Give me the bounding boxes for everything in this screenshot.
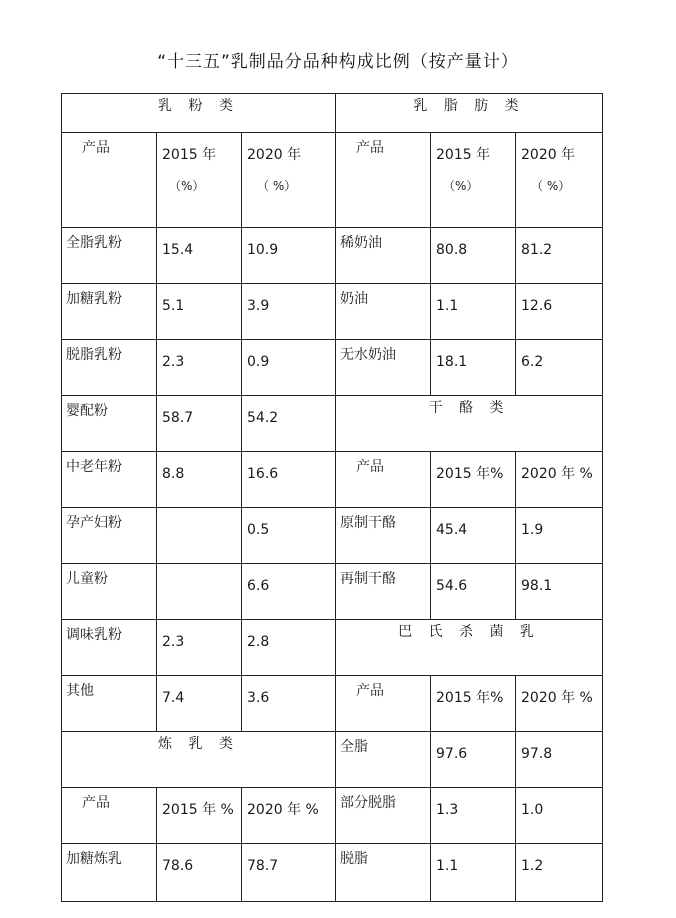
- value-2020: 0.9: [242, 340, 336, 396]
- value-2020: 97.8: [516, 732, 603, 788]
- product-name: 孕产妇粉: [62, 508, 157, 564]
- value-2020: 0.5: [242, 508, 336, 564]
- value-2015: 78.6: [157, 844, 242, 902]
- product-name: 加糖乳粉: [62, 284, 157, 340]
- column-header-2015: 2015 年%: [431, 452, 516, 508]
- value-2015: 1.1: [431, 284, 516, 340]
- value-2020: 6.6: [242, 564, 336, 620]
- value-2015: 18.1: [431, 340, 516, 396]
- table-row: [62, 396, 603, 452]
- section-heading-cheese: 干 酪 类: [336, 396, 603, 452]
- value-2015: 2.3: [157, 620, 242, 676]
- product-name: 无水奶油: [336, 340, 431, 396]
- value-2020: 6.2: [516, 340, 603, 396]
- table-row: [62, 788, 603, 844]
- product-name: 部分脱脂: [336, 788, 431, 844]
- table-row: [62, 452, 603, 508]
- value-2015: 54.6: [431, 564, 516, 620]
- value-2020: 16.6: [242, 452, 336, 508]
- column-header-2020: 2020 年 （ %）: [242, 133, 336, 228]
- section-heading-milk-powder: 乳 粉 类: [62, 94, 336, 133]
- value-2020: 3.9: [242, 284, 336, 340]
- product-name: 儿童粉: [62, 564, 157, 620]
- product-name: 全脂乳粉: [62, 228, 157, 284]
- table-row: [62, 284, 603, 340]
- table-row: [62, 676, 603, 732]
- document-title: “十三五”乳制品分品种构成比例（按产量计）: [157, 52, 519, 72]
- table-row: [62, 133, 603, 228]
- value-2015: 8.8: [157, 452, 242, 508]
- value-2020: 1.9: [516, 508, 603, 564]
- product-name: 全脂: [336, 732, 431, 788]
- product-name: 婴配粉: [62, 396, 157, 452]
- table-row: [62, 620, 603, 676]
- column-header-2015: 2015 年 （%）: [157, 133, 242, 228]
- value-2020: 12.6: [516, 284, 603, 340]
- value-2020: 2.8: [242, 620, 336, 676]
- value-2020: 98.1: [516, 564, 603, 620]
- value-2015: 97.6: [431, 732, 516, 788]
- product-name: 再制干酪: [336, 564, 431, 620]
- column-header-2020: 2020 年 %: [242, 788, 336, 844]
- column-header-2020: 2020 年 %: [516, 676, 603, 732]
- value-2015: 5.1: [157, 284, 242, 340]
- table-row: [62, 228, 603, 284]
- section-heading-pasteurized-milk: 巴 氏 杀 菌 乳: [336, 620, 603, 676]
- product-name: 脱脂: [336, 844, 431, 902]
- dairy-composition-table: [61, 93, 603, 902]
- table-row: [62, 508, 603, 564]
- column-header-2015: 2015 年 %: [157, 788, 242, 844]
- value-2015: 58.7: [157, 396, 242, 452]
- product-name: 原制干酪: [336, 508, 431, 564]
- column-header-product: 产品: [336, 676, 431, 732]
- table-row: [62, 94, 603, 133]
- column-header-product: 产品: [336, 133, 431, 228]
- value-2015: 2.3: [157, 340, 242, 396]
- column-header-product: 产品: [62, 788, 157, 844]
- column-header-2015: 2015 年%: [431, 676, 516, 732]
- product-name: 其他: [62, 676, 157, 732]
- column-header-product: 产品: [336, 452, 431, 508]
- section-heading-milk-fat: 乳 脂 肪 类: [336, 94, 603, 133]
- table-row: [62, 340, 603, 396]
- column-header-2020: 2020 年 （ %）: [516, 133, 603, 228]
- value-2015: 7.4: [157, 676, 242, 732]
- value-2015: 45.4: [431, 508, 516, 564]
- product-name: 调味乳粉: [62, 620, 157, 676]
- value-2020: 3.6: [242, 676, 336, 732]
- product-name: 脱脂乳粉: [62, 340, 157, 396]
- product-name: 稀奶油: [336, 228, 431, 284]
- product-name: 中老年粉: [62, 452, 157, 508]
- table-row: [62, 564, 603, 620]
- value-2015: 1.3: [431, 788, 516, 844]
- value-2020: 54.2: [242, 396, 336, 452]
- value-2020: 81.2: [516, 228, 603, 284]
- product-name: 奶油: [336, 284, 431, 340]
- value-2020: 1.2: [516, 844, 603, 902]
- value-2020: 10.9: [242, 228, 336, 284]
- column-header-product: 产品: [62, 133, 157, 228]
- value-2015: [157, 564, 242, 620]
- value-2015: 15.4: [157, 228, 242, 284]
- table-row: [62, 844, 603, 902]
- value-2015: [157, 508, 242, 564]
- column-header-2015: 2015 年 （%）: [431, 133, 516, 228]
- table-row: [62, 732, 603, 788]
- value-2020: 78.7: [242, 844, 336, 902]
- column-header-2020: 2020 年 %: [516, 452, 603, 508]
- product-name: 加糖炼乳: [62, 844, 157, 902]
- value-2020: 1.0: [516, 788, 603, 844]
- value-2015: 80.8: [431, 228, 516, 284]
- value-2015: 1.1: [431, 844, 516, 902]
- section-heading-condensed-milk: 炼 乳 类: [62, 732, 336, 788]
